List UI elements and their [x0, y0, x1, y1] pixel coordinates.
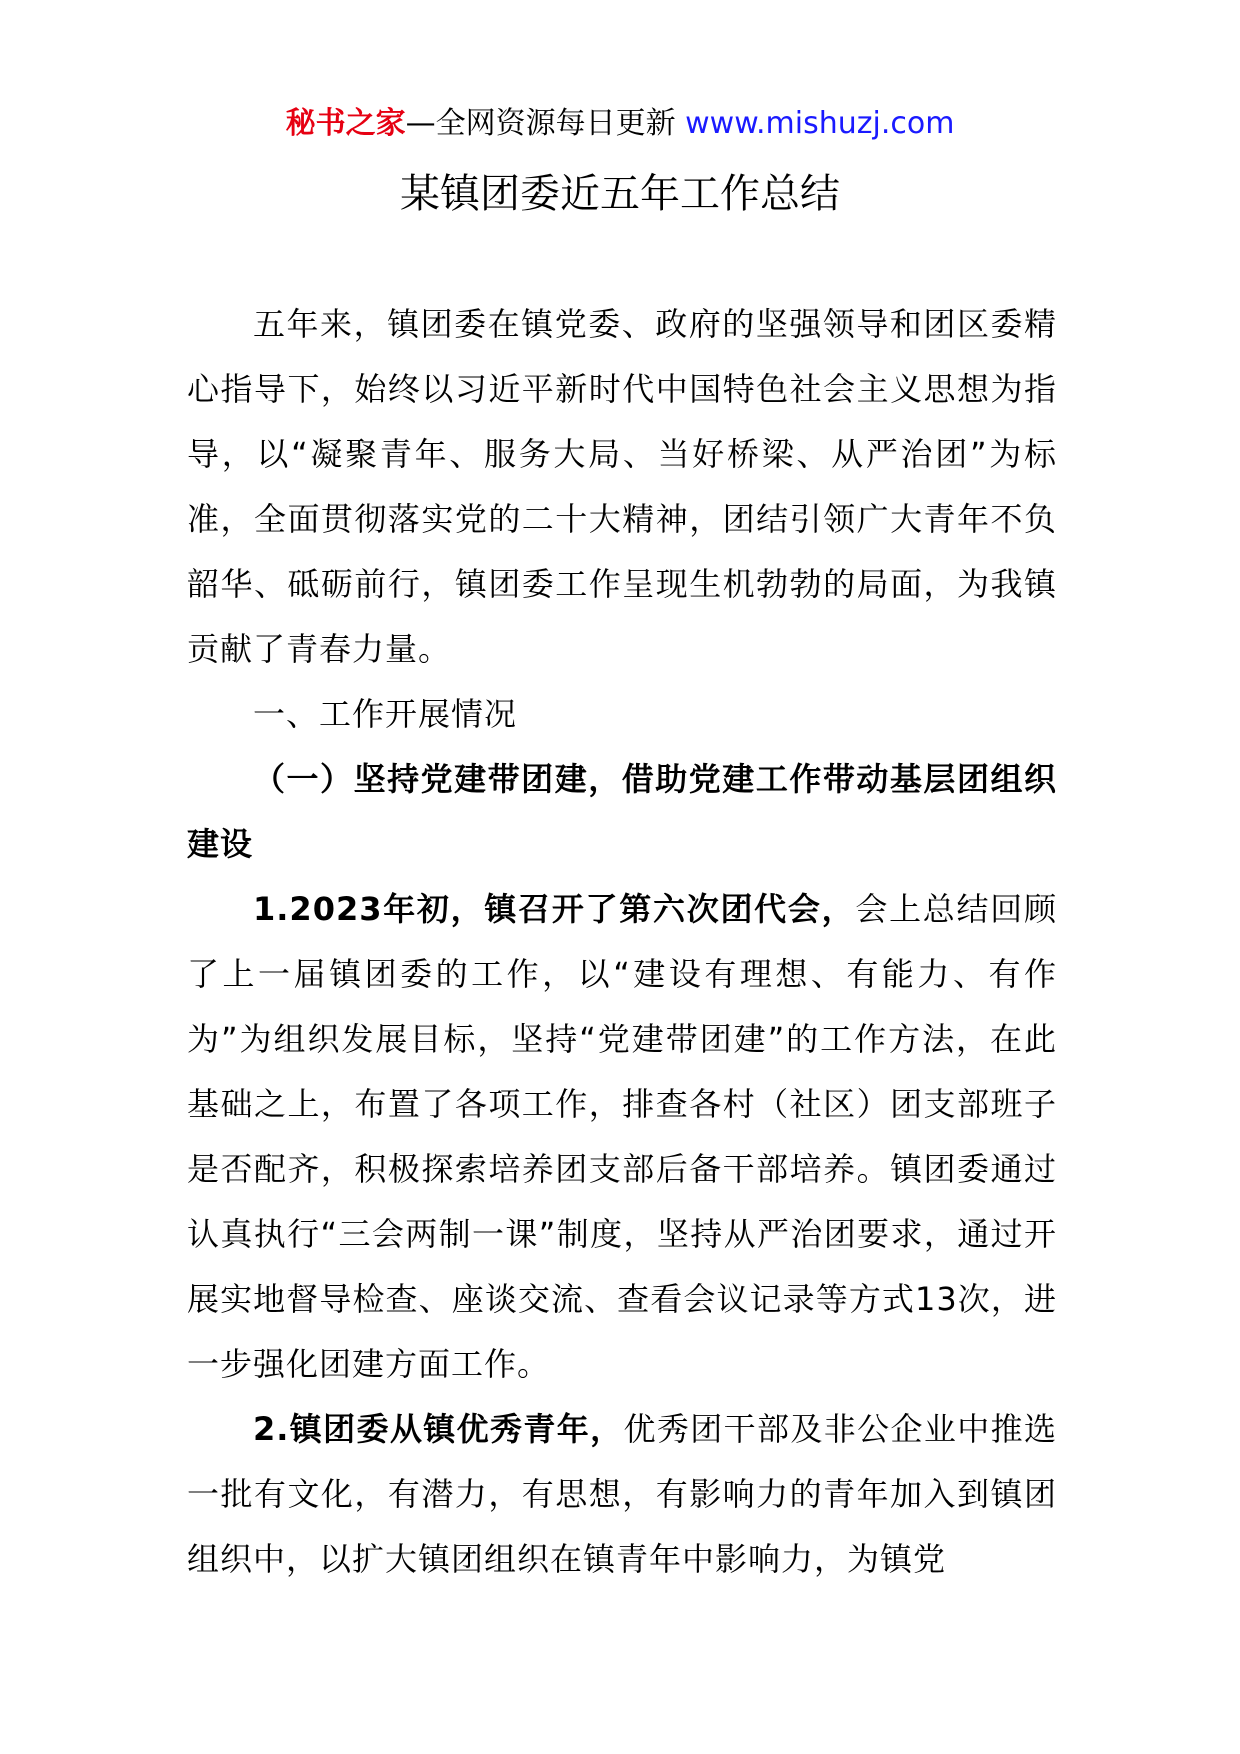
item-paragraph-1: [187, 877, 1057, 1397]
document-body: [187, 292, 1057, 1592]
item-1-lead: 1.2023年初，镇召开了第六次团代会，: [253, 890, 856, 928]
item-2-lead: 2.镇团委从镇优秀青年，: [253, 1410, 624, 1448]
intro-paragraph: 五年来，镇团委在镇党委、政府的坚强领导和团区委精心指导下，始终以习近平新时代中国特色社会主义思想为指导，以“凝聚青年、服务大局、当好桥梁、从严治团”为标准，全面贯彻落实党的二十大精神，团结引领广大青年不负韶华、砥砺前行，镇团委工作呈现生机勃勃的局面，为我镇贡献了青春力量。: [187, 305, 1057, 668]
header-tagline: —全网资源每日更新: [405, 106, 686, 141]
document-title: 某镇团委近五年工作总结: [400, 171, 840, 217]
page-header: [0, 102, 1240, 146]
subsection-heading: （一）坚持党建带团建，借助党建工作带动基层团组织建设: [187, 760, 1057, 863]
brand-name: 秘书之家: [285, 106, 406, 141]
item-2-text: 优秀团干部及非公企业中推选一批有文化，有潜力，有思想，有影响力的青年加入到镇团组织中，以扩大镇团组织在镇青年中影响力，为镇党: [187, 1410, 1057, 1578]
item-1-text: 会上总结回顾了上一届镇团委的工作，以“建设有理想、有能力、有作为”为组织发展目标，坚持“党建带团建”的工作方法，在此基础之上，布置了各项工作，排查各村（社区）团支部班子是否配齐，积极探索培养团支部后备干部培养。镇团委通过认真执行“三会两制一课”制度，坚持从严治团要求，通过开展实地督导检查、座谈交流、查看会议记录等方式13次，进一步强化团建方面工作。: [187, 890, 1057, 1383]
site-url-link[interactable]: www.mishuzj.com: [685, 106, 955, 141]
item-paragraph-2: [187, 1397, 1057, 1592]
section-heading: 一、工作开展情况: [253, 695, 518, 733]
